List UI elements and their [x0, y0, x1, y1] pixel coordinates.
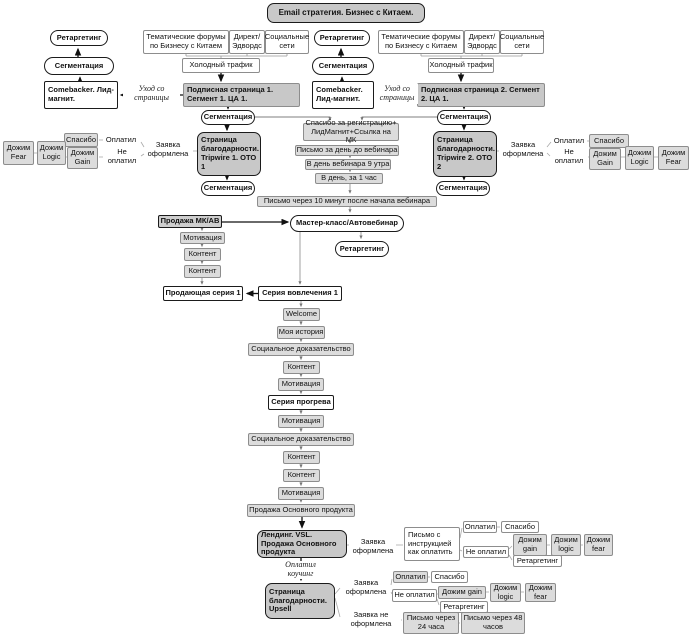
funnel1-source-social-node: Социальные сети — [265, 30, 309, 54]
funnel2-paid-label: Оплатил — [553, 135, 585, 145]
funnel2-cold-traffic-node: Холодный трафик — [428, 58, 494, 73]
funnel2-segmentation-mid-node: Сегментация — [437, 110, 491, 125]
payment-instructions-node: Письмо с инструкцией как оплатить — [404, 527, 460, 561]
funnel1-retargeting-node: Ретаргетинг — [50, 30, 108, 46]
warmup-content-1-node: Контент — [283, 361, 320, 374]
funnel2-leave-page-label: Уход со страницы — [376, 84, 418, 104]
warmup-motivation-2-node: Мотивация — [278, 415, 324, 428]
upsell-push-gain-node: Дожим gain — [438, 586, 486, 599]
upsell-push-fear-node: Дожим fear — [525, 583, 556, 602]
main-product-sale-node: Продажа Основного продукта — [247, 504, 355, 517]
email-48h-node: Письмо через 48 часов — [461, 612, 525, 634]
funnel1-paid-label: Оплатил — [105, 134, 137, 144]
warmup-welcome-node: Welcome — [283, 308, 320, 321]
funnel2-not-paid-label: Не оплатил — [554, 147, 584, 165]
funnel1-segmentation-top-node: Сегментация — [44, 57, 114, 75]
funnel1-push-logic-node: Дожим Logic — [37, 141, 66, 165]
funnel1-push-fear-node: Дожим Fear — [3, 141, 34, 165]
webinar-email-after-start-node: Письмо через 10 минут после начала вебинара — [257, 196, 437, 207]
funnel1-cold-traffic-node: Холодный трафик — [182, 58, 260, 73]
webinar-email-day-of-node: В день вебинара 9 утра — [306, 159, 390, 169]
funnel1-not-paid-label: Не оплатил — [107, 147, 137, 165]
landing-order-label: Заявка оформлена — [352, 536, 394, 555]
mk-motivation-node: Мотивация — [180, 232, 225, 244]
warmup-socialproof-1-node: Социальное доказательство — [248, 343, 354, 356]
funnel2-push-logic-node: Дожим Logic — [625, 146, 654, 170]
funnel1-comebacker-node: Comebacker. Лид-магнит. — [44, 81, 118, 109]
upsell-push-logic-node: Дожим logic — [490, 583, 521, 602]
landing-push-gain-node: Дожим gain — [513, 534, 547, 556]
funnel1-leave-page-label: Уход со страницы — [123, 84, 180, 104]
funnel1-subscribe-page-node: Подписная страница 1. Сегмент 1. ЦА 1. — [183, 83, 300, 107]
landing-retargeting-node: Ретаргетинг — [513, 555, 562, 567]
mk-sale-node: Продажа МК/АВ — [158, 215, 222, 228]
funnel2-subscribe-page-node: Подписная страница 2. Сегмент 2. ЦА 1. — [417, 83, 545, 107]
upsell-retargeting-node: Ретаргетинг — [440, 601, 488, 613]
webinar-email-registration-node: Спасибо за регистрацию+ ЛидМагнит+Ссылка на МК — [303, 123, 399, 141]
mk-content-1-node: Контент — [184, 248, 221, 261]
landing-thanks-node: Спасибо — [501, 521, 539, 533]
funnel1-order-placed-label: Заявка оформлена — [147, 140, 189, 158]
funnel1-source-forums-node: Тематические форумы по Бизнесу с Китаем — [143, 30, 229, 54]
funnel2-comebacker-node: Comebacker. Лид-магнит. — [312, 81, 374, 109]
warmup-content-3-node: Контент — [283, 469, 320, 482]
landing-push-fear-node: Дожим fear — [584, 534, 613, 556]
funnel2-push-fear-node: Дожим Fear — [658, 146, 689, 170]
upsell-no-order-label: Заявка не оформлена — [350, 610, 392, 628]
upsell-paid-node: Оплатил — [393, 571, 428, 583]
funnel2-order-placed-label: Заявка оформлена — [502, 140, 544, 158]
funnel2-segmentation-top-node: Сегментация — [312, 57, 374, 75]
funnel2-thanks-page-node: Страница благодарности. Tripwire 2. ОТО 2 — [433, 131, 497, 177]
funnel2-retargeting-node: Ретаргетинг — [314, 30, 370, 46]
landing-node: Лендинг. VSL. Продажа Основного продукта — [257, 530, 347, 558]
funnel1-thanks-node: Спасибо — [64, 133, 98, 147]
funnel2-push-gain-node: Дожим Gain — [589, 148, 621, 170]
engagement-series-node: Серия вовлечения 1 — [258, 286, 342, 301]
diagram-title: Email стратегия. Бизнес с Китаем. — [267, 3, 425, 23]
funnel1-segmentation-bottom-node: Сегментация — [201, 181, 255, 196]
retargeting-mid-node: Ретаргетинг — [335, 241, 389, 257]
mk-content-2-node: Контент — [184, 265, 221, 278]
funnel2-source-direct-node: Директ/Эдвордс — [464, 30, 500, 54]
upsell-node: Страница благодарности. Upsell — [265, 583, 335, 619]
funnel2-segmentation-bottom-node: Сегментация — [436, 181, 490, 196]
warmup-motivation-3-node: Мотивация — [278, 487, 324, 500]
masterclass-node: Мастер-класс/Автовебинар — [290, 215, 404, 232]
funnel1-source-direct-node: Директ/Эдвордс — [229, 30, 265, 54]
warmup-socialproof-2-node: Социальное доказательство — [248, 433, 354, 446]
upsell-not-paid-node: Не оплатил — [392, 589, 437, 602]
paid-coaching-label: Оплатил коучинг — [278, 561, 323, 579]
funnel1-push-gain-node: Дожим Gain — [67, 147, 98, 169]
funnel1-thanks-page-node: Страница благодарности. Tripwire 1. ОТО 1 — [197, 132, 261, 176]
warmup-content-2-node: Контент — [283, 451, 320, 464]
webinar-email-day-before-node: Письмо за день до вебинара — [296, 145, 398, 155]
upsell-order-label: Заявка оформлена — [345, 578, 387, 596]
warmup-story-node: Моя история — [277, 326, 325, 339]
landing-not-paid-node: Не оплатил — [463, 546, 509, 558]
funnel2-source-social-node: Социальные сети — [500, 30, 544, 54]
funnel1-segmentation-mid-node: Сегментация — [201, 110, 255, 125]
upsell-thanks-node: Спасибо — [431, 571, 468, 583]
selling-series-node: Продающая серия 1 — [163, 286, 243, 301]
funnel2-thanks-node: Спасибо — [589, 134, 629, 148]
email-24h-node: Письмо через 24 часа — [403, 612, 459, 634]
warmup-motivation-1-node: Мотивация — [278, 378, 324, 391]
webinar-email-hour-before-node: В день, за 1 час — [315, 173, 383, 184]
landing-push-logic-node: Дожим logic — [551, 534, 581, 556]
landing-paid-node: Оплатил — [463, 521, 497, 533]
warmup-series-node: Серия прогрева — [268, 395, 334, 410]
funnel2-source-forums-node: Тематические форумы по Бизнесу с Китаем — [378, 30, 464, 54]
